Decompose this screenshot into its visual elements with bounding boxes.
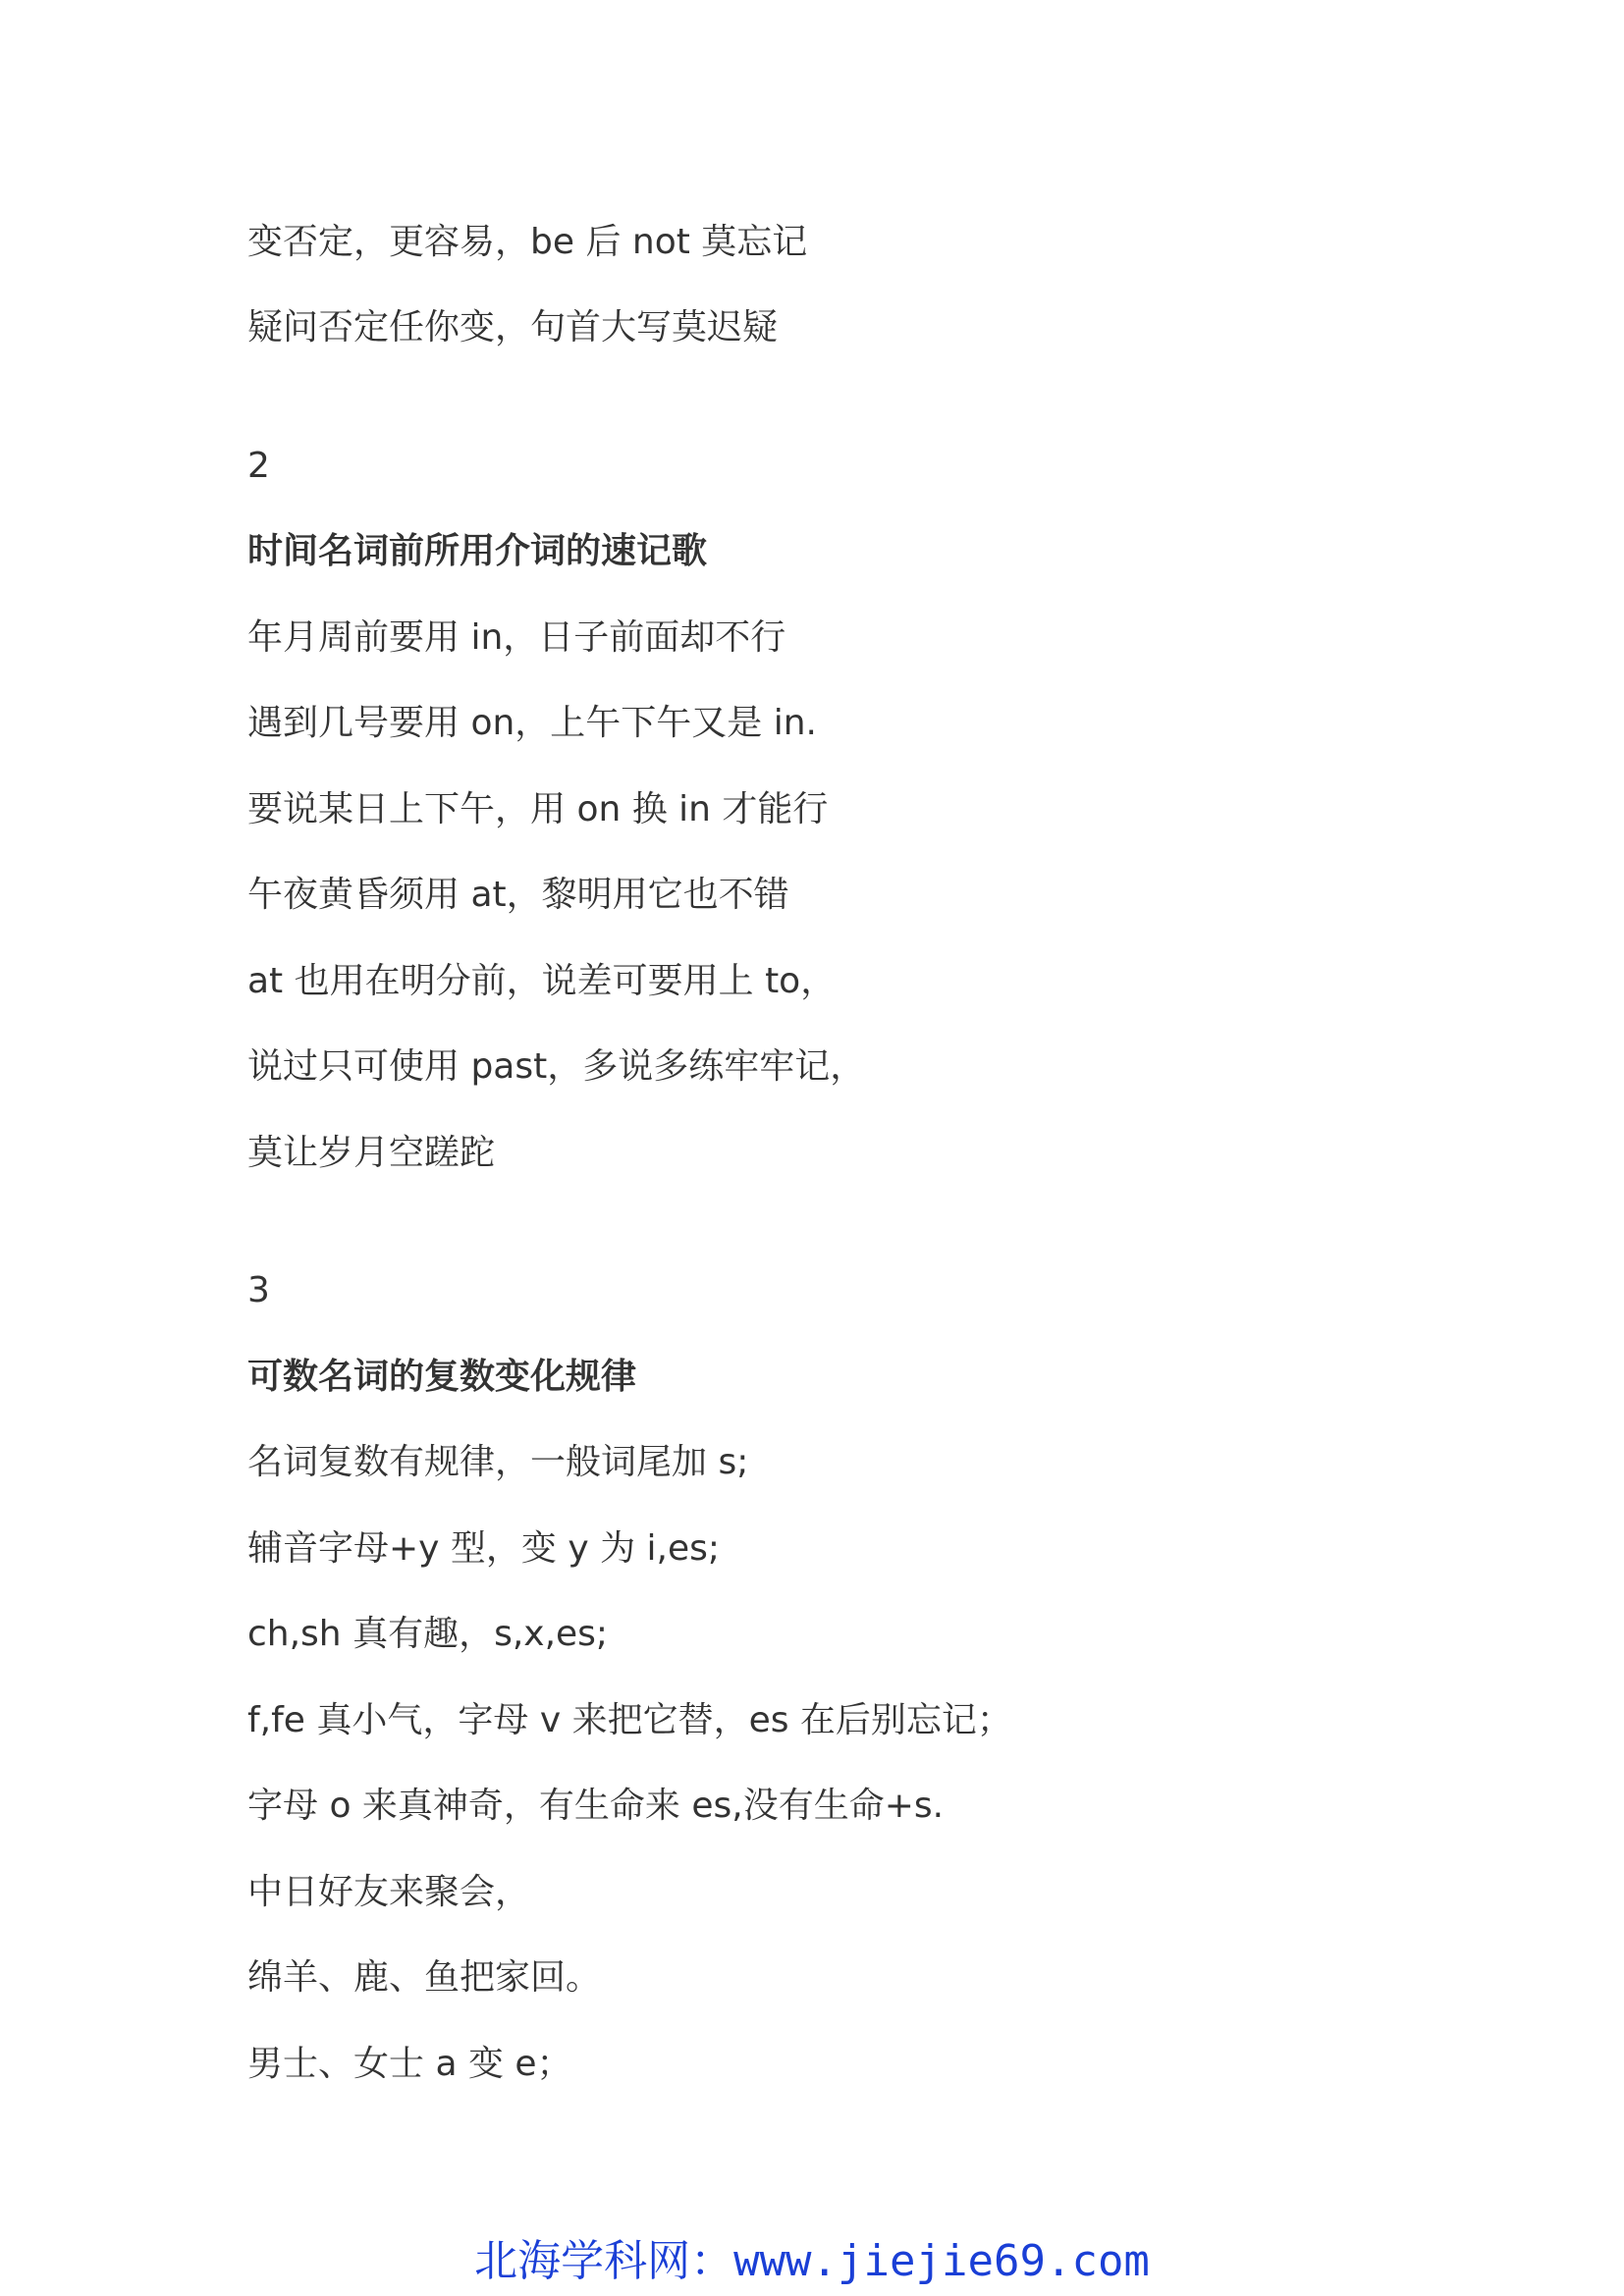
text-line: 中日好友来聚会， (247, 1872, 531, 1912)
footer-watermark (0, 2236, 1624, 2287)
text-line: 莫让岁月空蹉跎 (247, 1133, 496, 1173)
text-line: 遇到几号要用 on，上午下午又是 in. (247, 703, 817, 743)
text-line: at 也用在明分前，说差可要用上 to， (247, 961, 837, 1001)
section-number: 2 (247, 446, 270, 486)
section-heading: 时间名词前所用介词的速记歌 (247, 531, 708, 571)
text-line: 年月周前要用 in，日子前面却不行 (247, 617, 786, 658)
text-line: 名词复数有规律，一般词尾加 s; (247, 1442, 749, 1482)
text-line: ch,sh 真有趣，s,x,es; (247, 1614, 609, 1654)
text-line: 字母 o 来真神奇，有生命来 es,没有生命+s. (247, 1786, 945, 1826)
text-line: 要说某日上下午，用 on 换 in 才能行 (247, 789, 829, 829)
section-number: 3 (247, 1270, 270, 1310)
section-heading: 可数名词的复数变化规律 (247, 1357, 637, 1397)
footer-site-url[interactable]: www.jiejie69.com (733, 2236, 1150, 2286)
text-line: 辅音字母+y 型，变 y 为 i,es; (247, 1528, 721, 1569)
text-line: 变否定，更容易，be 后 not 莫忘记 (247, 222, 808, 262)
text-line: f,fe 真小气，字母 v 来把它替，es 在后别忘记； (247, 1700, 1012, 1740)
text-line: 疑问否定任你变，句首大写莫迟疑 (247, 307, 779, 347)
text-line: 说过只可使用 past，多说多练牢牢记， (247, 1046, 866, 1087)
text-line: 绵羊、鹿、鱼把家回。 (247, 1957, 602, 1998)
footer-site-name: 北海学科网： (474, 2236, 734, 2286)
text-line: 午夜黄昏须用 at，黎明用它也不错 (247, 875, 789, 915)
text-line: 男士、女士 a 变 e； (247, 2044, 572, 2084)
